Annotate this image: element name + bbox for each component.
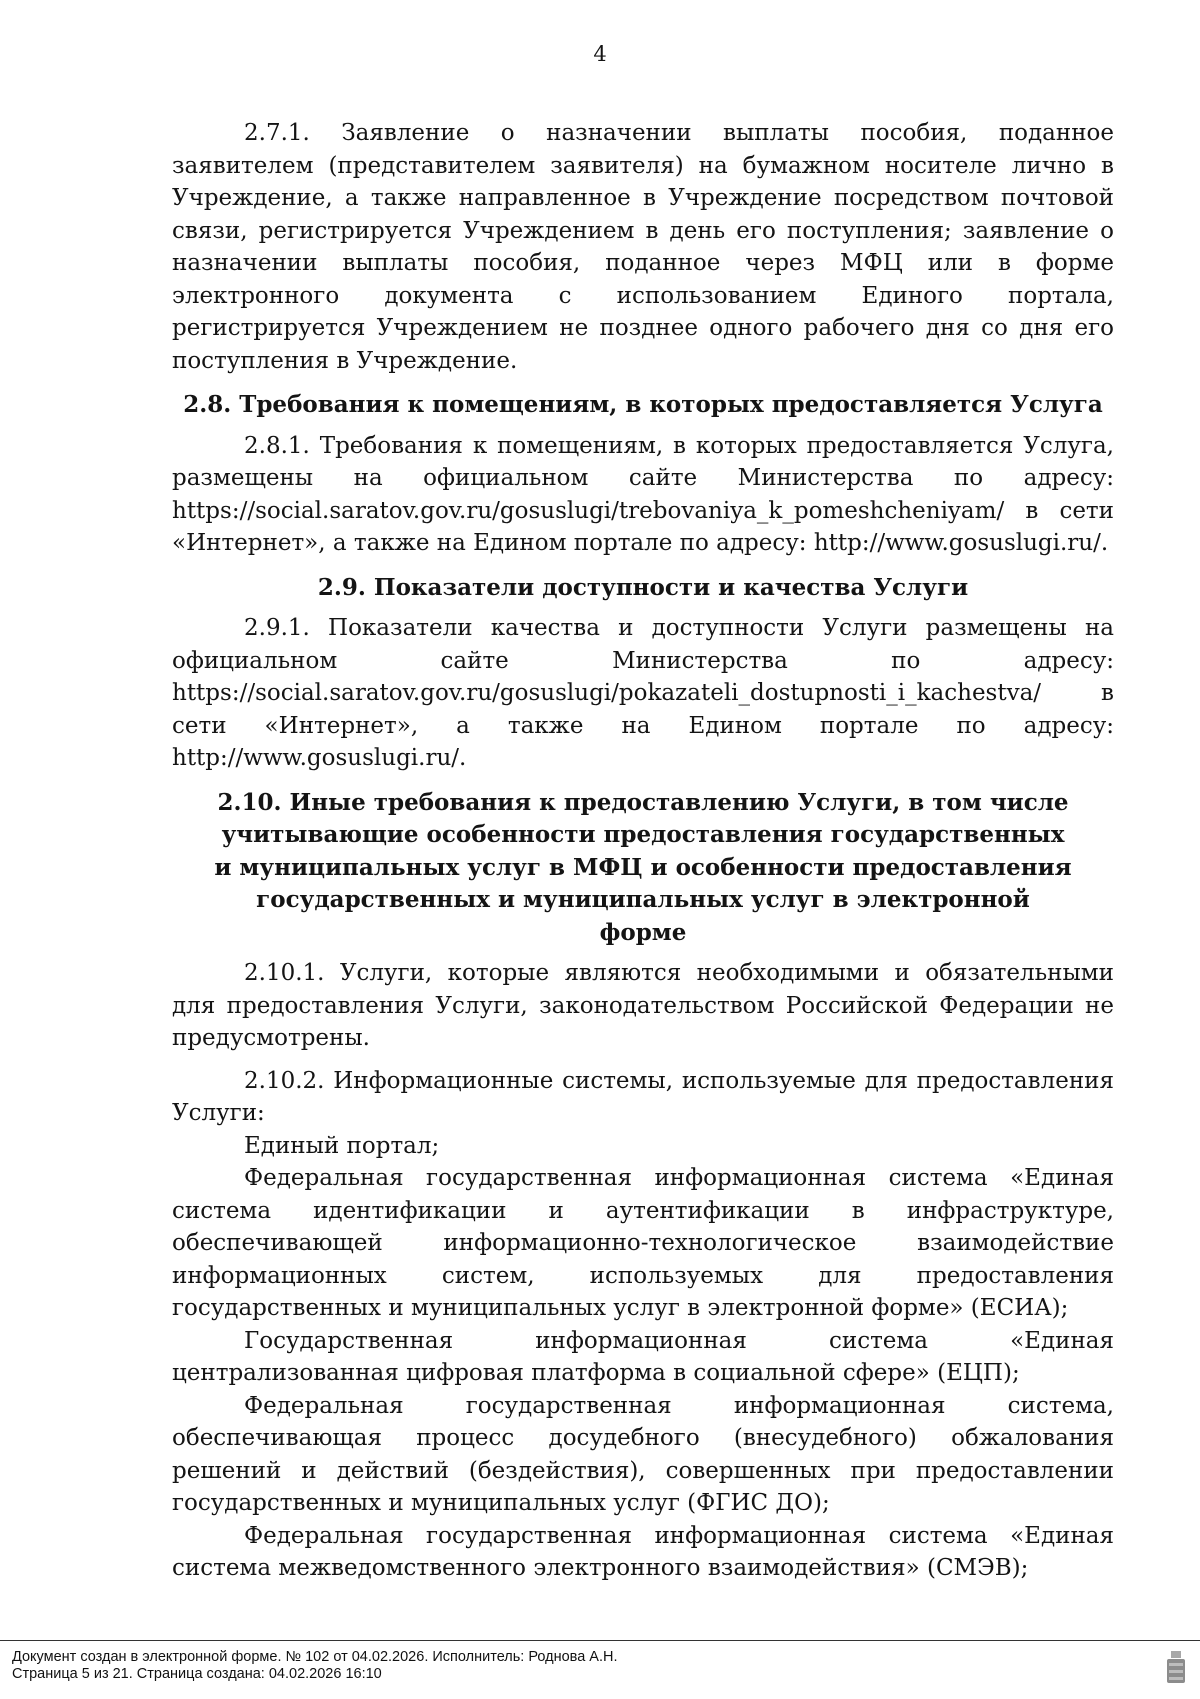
paragraph-2-8-1: 2.8.1. Требования к помещениям, в которых предоставляется Услуга, размещены на официальном сайте Министерства по адресу: https://social.saratov.gov.ru/gosuslugi/trebovaniya_k_pomeshcheniyam/ в сети «Интернет», а также на Едином портале по адресу: http://www.gosuslugi.ru/.	[172, 432, 1114, 556]
heading-2-10: 2.10. Иные требования к предоставлению Услуги, в том числе учитывающие особенности предоставления государственных и муниципальных услуг в МФЦ и особенности предоставления государственных и муниципальных услуг в электронной форме	[214, 788, 1072, 946]
footer-line-document-info: Документ создан в электронной форме. № 102 от 04.02.2026. Исполнитель: Роднова А.Н.	[12, 1649, 618, 1665]
heading-2-9: 2.9. Показатели доступности и качества Услуги	[317, 573, 969, 601]
coat-of-arms-icon	[1164, 1647, 1188, 1687]
paragraph-2-7-1: 2.7.1. Заявление о назначении выплаты пособия, поданное заявителем (представителем заявителя) на бумажном носителе лично в Учреждение, а также направленное в Учреждение посредством почтовой связи, регистрируется Учреждением в день его поступления; заявление о назначении выплаты пособия, поданное через МФЦ или в форме электронного документа с использованием Единого портала, регистрируется Учреждением не позднее одного рабочего дня со дня его поступления в Учреждение.	[172, 120, 1114, 374]
list-item-smev: Федеральная государственная информационная система «Единая система межведомственного электронного взаимодействия» (СМЭВ);	[172, 1522, 1114, 1581]
document-body	[172, 117, 1114, 1585]
list-item-ecp: Государственная информационная система «Единая централизованная цифровая платформа в социальной сфере» (ЕЦП);	[172, 1327, 1114, 1386]
list-item-fgis-do: Федеральная государственная информационная система, обеспечивающая процесс досудебного (внесудебного) обжалования решений и действий (бездействия), совершенных при предоставлении государственных и муниципальных услуг (ФГИС ДО);	[172, 1392, 1114, 1516]
paragraph-2-9-1: 2.9.1. Показатели качества и доступности Услуги размещены на официальном сайте Министерства по адресу: https://social.saratov.gov.ru/gosuslugi/pokazateli_dostupnosti_i_kachestva/ в сети «Интернет», а также на Едином портале по адресу: http://www.gosuslugi.ru/.	[172, 615, 1114, 771]
page-number: 4	[593, 42, 607, 66]
heading-2-8: 2.8. Требования к помещениям, в которых предоставляется Услуга	[183, 391, 1103, 418]
list-item-esia: Федеральная государственная информационная система «Единая система идентификации и аутентификации в инфраструктуре, обеспечивающей информационно-технологическое взаимодействие информационных систем, используемых для предоставления государственных и муниципальных услуг в электронной форме» (ЕСИА);	[172, 1165, 1114, 1321]
list-item-unified-portal: Единый портал;	[244, 1132, 440, 1159]
paragraph-2-10-1: 2.10.1. Услуги, которые являются необходимыми и обязательными для предоставления Услуги, законодательством Российской Федерации не предусмотрены.	[172, 960, 1114, 1051]
footer-line-page-info: Страница 5 из 21. Страница создана: 04.02.2026 16:10	[12, 1666, 382, 1682]
paragraph-2-10-2: 2.10.2. Информационные системы, используемые для предоставления Услуги:	[172, 1067, 1114, 1126]
document-footer	[0, 1640, 1200, 1699]
